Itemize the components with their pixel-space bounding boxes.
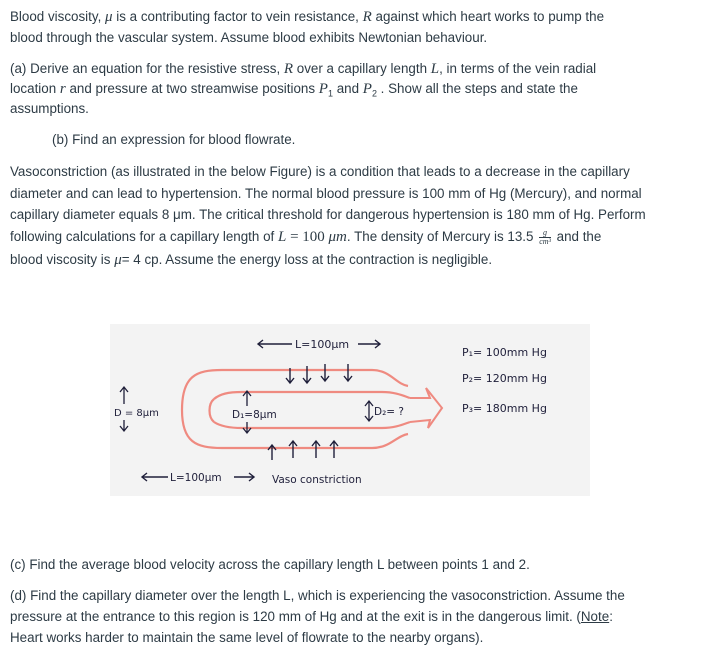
text: pressure at the entrance to this region is 120 mm of Hg and at the exit is in the dangerous limit. ( <box>10 609 581 624</box>
intro-line-2: blood through the vascular system. Assume blood exhibits Newtonian behaviour. <box>10 30 488 45</box>
d2-label: D₂= ? <box>374 406 405 418</box>
text: location <box>10 81 60 96</box>
micrometre-unit: μm <box>328 229 347 245</box>
text: against which heart works to pump the <box>371 9 605 24</box>
top-length-label: L=100μm <box>295 338 350 351</box>
d1-label: D₁=8μm <box>232 409 277 421</box>
part-d-line-1: (d) Find the capillary diameter over the length L, which is experiencing the vasoconstriction. Assume the <box>10 588 625 603</box>
density-unit <box>539 229 551 246</box>
vasoconstriction-label: Vaso constriction <box>272 474 362 486</box>
p3-label: P₃= 180mm Hg <box>462 402 547 415</box>
part-a-line-3: assumptions. <box>10 101 89 116</box>
unit-numerator: g <box>539 229 551 238</box>
text: blood viscosity is <box>10 252 115 267</box>
text: , in terms of the vein radial <box>439 61 597 76</box>
text: following calculations for a capillary length of <box>10 229 278 244</box>
p1-symbol: P <box>318 81 328 97</box>
unit-denominator: cm³ <box>539 236 551 246</box>
note-label: Note <box>580 609 610 624</box>
vaso-line-3: capillary diameter equals 8 μm. The critical threshold for dangerous hypertension is 180 mm of Hg. Perform <box>10 207 646 222</box>
part-a-line-2 <box>10 80 578 103</box>
radius-symbol: r <box>59 81 66 97</box>
part-d-line-3: Heart works harder to maintain the same level of flowrate to the nearby organs). <box>10 630 484 645</box>
vasoconstriction-figure <box>110 324 590 496</box>
equals-value: = 100 <box>286 229 329 245</box>
part-c: (c) Find the average blood velocity across the capillary length L between points 1 and 2. <box>10 557 530 572</box>
p2-symbol: P <box>362 81 372 97</box>
vaso-line-1: Vasoconstriction (as illustrated in the below Figure) is a condition that leads to a decrease in the capillary <box>10 164 630 179</box>
mu-symbol: μ <box>114 252 122 268</box>
text: : <box>609 609 613 624</box>
r-symbol: R <box>362 9 372 25</box>
text: and <box>332 81 363 96</box>
intro-line-1 <box>10 8 604 26</box>
text: = 4 cp. Assume the energy loss at the contraction is negligible. <box>121 252 493 267</box>
part-b: (b) Find an expression for blood flowrate. <box>52 132 296 147</box>
vaso-line-4 <box>10 228 601 246</box>
p2-label: P₂= 120mm Hg <box>462 372 547 385</box>
text: over a capillary length <box>293 61 431 76</box>
text: and pressure at two streamwise positions <box>65 81 319 96</box>
part-a-line-1 <box>10 60 596 78</box>
bottom-length-label: L=100μm <box>170 472 222 484</box>
text: . Show all the steps and state the <box>376 81 578 96</box>
text: (a) Derive an equation for the resistive stress, <box>10 61 284 76</box>
l-symbol: L <box>277 229 287 245</box>
text: and the <box>552 229 602 244</box>
subscript: 2 <box>371 88 377 99</box>
r-symbol: R <box>283 61 294 77</box>
subscript: 1 <box>327 88 333 99</box>
d-left-label: D = 8μm <box>114 408 159 419</box>
p1-label: P₁= 100mm Hg <box>462 346 547 359</box>
l-symbol: L <box>430 61 440 77</box>
vaso-line-2: diameter and can lead to hypertension. The normal blood pressure is 100 mm of Hg (Mercury), and normal <box>10 186 642 201</box>
part-d-line-2 <box>10 608 613 626</box>
mu-symbol: μ <box>105 9 113 25</box>
text: is a contributing factor to vein resistance, <box>112 9 363 24</box>
text: Blood viscosity, <box>10 9 106 24</box>
text: . The density of Mercury is 13.5 <box>346 229 538 244</box>
vaso-line-5 <box>10 251 492 269</box>
